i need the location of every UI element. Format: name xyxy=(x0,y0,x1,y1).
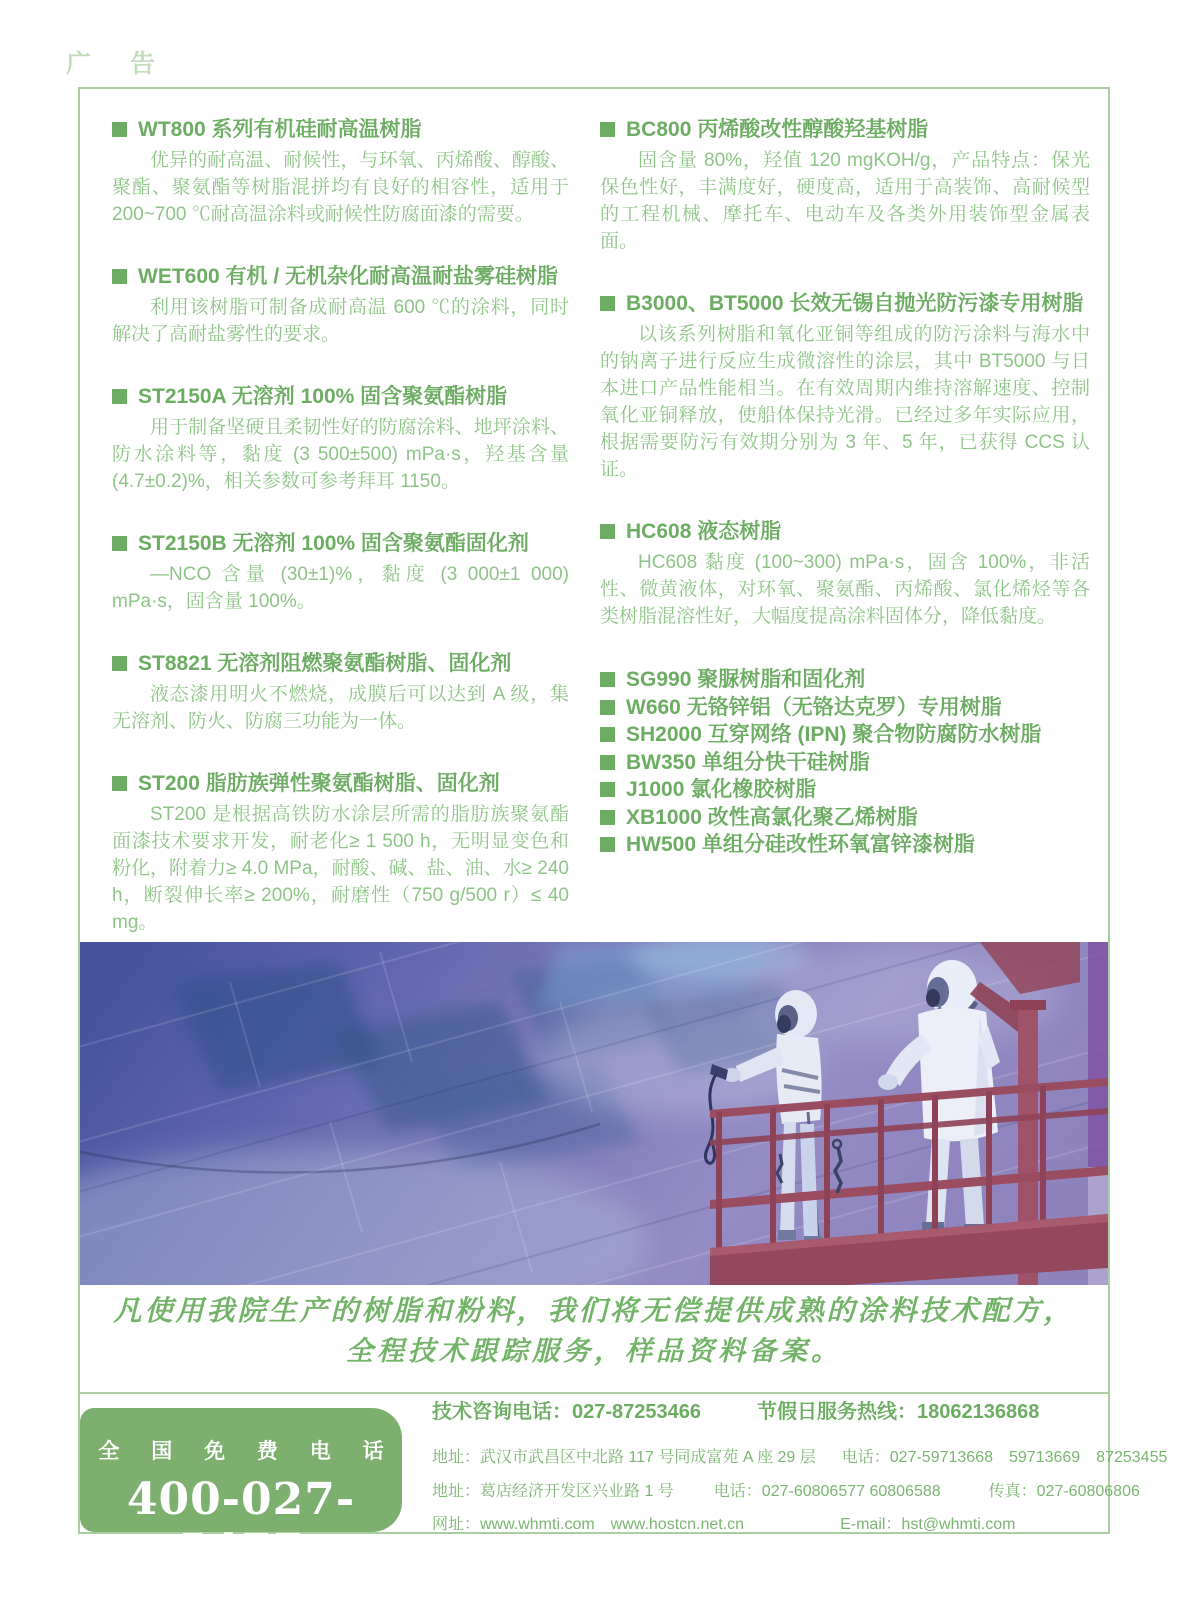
email-address: E-mail：hst@whmti.com xyxy=(840,1516,1016,1533)
square-bullet-icon xyxy=(112,536,127,551)
product-section-hc608 xyxy=(600,519,1090,630)
square-bullet-icon xyxy=(112,656,127,671)
product-title-text: WET600 有机 / 无机杂化耐高温耐盐雾硅树脂 xyxy=(138,265,559,288)
product-description: ST200 是根据高铁防水涂层所需的脂肪族聚氨酯面漆技术要求开发，耐老化≥ 1 500 h，无明显变色和粉化，附着力≥ 4.0 MPa，耐酸、碱、盐、油、水≥ 240 h，断裂伸长率≥ 200%，耐磨性（750 g/500 r）≤ 40 mg。 xyxy=(112,804,569,933)
fax-number: 传真：027-60806806 xyxy=(988,1483,1140,1500)
product-title-text: HC608 液态树脂 xyxy=(626,520,782,543)
product-title xyxy=(112,117,569,143)
list-item xyxy=(600,666,1090,694)
product-section-st2150a xyxy=(112,384,569,495)
contact-address-2 xyxy=(432,1478,1140,1501)
slogan-line-1: 凡使用我院生产的树脂和粉料，我们将无偿提供成熟的涂料技术配方， xyxy=(113,1294,1075,1327)
product-section-wet600 xyxy=(112,264,569,348)
product-title xyxy=(600,291,1090,317)
list-item-text: BW350 单组分快干硅树脂 xyxy=(626,750,870,774)
list-item xyxy=(600,776,1090,804)
contact-web xyxy=(432,1511,1015,1534)
address-2-phone: 电话：027-60806577 60806588 xyxy=(713,1483,941,1500)
product-title-text: WT800 系列有机硅耐高温树脂 xyxy=(138,118,422,141)
product-title xyxy=(112,771,569,797)
product-title-text: ST200 脂肪族弹性聚氨酯树脂、固化剂 xyxy=(138,772,500,795)
product-title xyxy=(112,384,569,410)
website-urls: 网址：www.whmti.com www.hostcn.net.cn xyxy=(432,1516,745,1533)
free-phone-box xyxy=(80,1408,402,1576)
product-description: HC608 黏度 (100~300) mPa·s，固含 100%，非活性、微黄液体，对环氧、聚氨酯、丙烯酸、氯化烯烃等各类树脂混溶性好，大幅度提高涂料固体分，降低黏度。 xyxy=(600,552,1090,627)
product-section-b3000-bt5000 xyxy=(600,291,1090,483)
right-column xyxy=(600,117,1090,859)
product-description: 液态漆用明火不燃烧，成膜后可以达到 A 级，集无溶剂、防火、防腐三功能为一体。 xyxy=(112,684,569,732)
product-section-wt800 xyxy=(112,117,569,228)
square-bullet-icon xyxy=(600,837,615,852)
square-bullet-icon xyxy=(600,296,615,311)
product-title-text: ST2150A 无溶剂 100% 固含聚氨酯树脂 xyxy=(138,385,508,408)
list-item-text: HW500 单组分硅改性环氧富锌漆树脂 xyxy=(626,833,975,856)
slogan-text xyxy=(80,1294,1108,1368)
product-description: —NCO 含量 (30±1)%，黏度 (3 000±1 000) mPa·s，固含量 100%。 xyxy=(112,564,569,612)
square-bullet-icon xyxy=(112,269,127,284)
page-corner-label: 广 告 xyxy=(66,50,171,78)
list-item-text: XB1000 改性高氯化聚乙烯树脂 xyxy=(626,805,918,829)
product-title-text: ST8821 无溶剂阻燃聚氨酯树脂、固化剂 xyxy=(138,652,512,675)
list-item xyxy=(600,721,1090,749)
left-column xyxy=(112,117,569,972)
product-description: 优异的耐高温、耐候性，与环氧、丙烯酸、醇酸、聚酯、聚氨酯等树脂混拼均有良好的相容性，适用于 200~700 ℃耐高温涂料或耐候性防腐面漆的需要。 xyxy=(112,150,569,225)
square-bullet-icon xyxy=(600,524,615,539)
contact-address-1 xyxy=(432,1444,1167,1467)
product-title xyxy=(600,117,1090,143)
square-bullet-icon xyxy=(600,755,615,770)
list-item-text: SG990 聚脲树脂和固化剂 xyxy=(626,668,866,691)
ship-hull-scene xyxy=(80,942,1108,1285)
product-section-bc800 xyxy=(600,117,1090,255)
product-title-text: BC800 丙烯酸改性醇酸羟基树脂 xyxy=(626,118,929,141)
address-1: 地址：武汉市武昌区中北路 117 号同成富苑 A 座 29 层 xyxy=(432,1449,816,1466)
address-1-phone: 电话：027-59713668 59713669 87253455 xyxy=(841,1449,1168,1466)
free-phone-label: 全 国 免 费 电 话 xyxy=(98,1440,397,1463)
product-title xyxy=(112,531,569,557)
product-description: 以该系列树脂和氧化亚铜等组成的防污涂料与海水中的钠离子进行反应生成微溶性的涂层，其中 BT5000 与日本进口产品性能相当。在有效周期内维持溶解速度、控制氧化亚铜释放，使船体保持光滑。已经过多年实际应用，根据需要防污有效期分别为 3 年、5 年，已获得 CCS 认证。 xyxy=(600,324,1090,480)
product-title xyxy=(600,519,1090,545)
square-bullet-icon xyxy=(600,122,615,137)
list-item-text: SH2000 互穿网络 (IPN) 聚合物防腐防水树脂 xyxy=(626,723,1042,746)
contact-hotlines xyxy=(432,1395,1039,1424)
list-item-text: W660 无铬锌铝（无铬达克罗）专用树脂 xyxy=(626,695,1002,719)
content-frame xyxy=(78,87,1168,1576)
square-bullet-icon xyxy=(600,810,615,825)
product-section-st200 xyxy=(112,771,569,936)
square-bullet-icon xyxy=(600,700,615,715)
footer-divider xyxy=(80,1392,1108,1394)
square-bullet-icon xyxy=(600,782,615,797)
list-item xyxy=(600,749,1090,777)
ship-painting-photo xyxy=(80,942,1108,1285)
product-title xyxy=(112,651,569,677)
product-section-st8821 xyxy=(112,651,569,735)
tech-hotline: 技术咨询电话：027-87253466 xyxy=(432,1401,702,1423)
square-bullet-icon xyxy=(112,122,127,137)
product-section-st2150b xyxy=(112,531,569,615)
product-title-text: ST2150B 无溶剂 100% 固含聚氨酯固化剂 xyxy=(138,532,529,555)
product-name-list xyxy=(600,666,1090,859)
list-item-text: J1000 氯化橡胶树脂 xyxy=(626,778,817,801)
free-phone-number: 400-027-5477 xyxy=(126,1474,356,1576)
square-bullet-icon xyxy=(112,389,127,404)
product-description: 用于制备坚硬且柔韧性好的防腐涂料、地坪涂料、防水涂料等，黏度 (3 500±500) mPa·s，羟基含量 (4.7±0.2)%，相关参数可参考拜耳 1150。 xyxy=(112,417,569,492)
square-bullet-icon xyxy=(600,727,615,742)
product-description: 利用该树脂可制备成耐高温 600 ℃的涂料，同时解决了高耐盐雾性的要求。 xyxy=(112,297,569,345)
product-description: 固含量 80%，羟值 120 mgKOH/g，产品特点：保光保色性好，丰满度好，硬度高，适用于高装饰、高耐候型的工程机械、摩托车、电动车及各类外用装饰型金属表面。 xyxy=(600,150,1090,252)
square-bullet-icon xyxy=(600,672,615,687)
list-item xyxy=(600,831,1090,859)
product-title xyxy=(112,264,569,290)
holiday-hotline: 节假日服务热线：18062136868 xyxy=(757,1401,1040,1423)
list-item xyxy=(600,804,1090,832)
slogan-line-2: 全程技术跟踪服务，样品资料备案。 xyxy=(346,1336,842,1367)
address-2: 地址：葛店经济开发区兴业路 1 号 xyxy=(432,1483,674,1500)
square-bullet-icon xyxy=(112,776,127,791)
product-title-text: B3000、BT5000 长效无锡自抛光防污漆专用树脂 xyxy=(626,292,1084,315)
list-item xyxy=(600,694,1090,722)
